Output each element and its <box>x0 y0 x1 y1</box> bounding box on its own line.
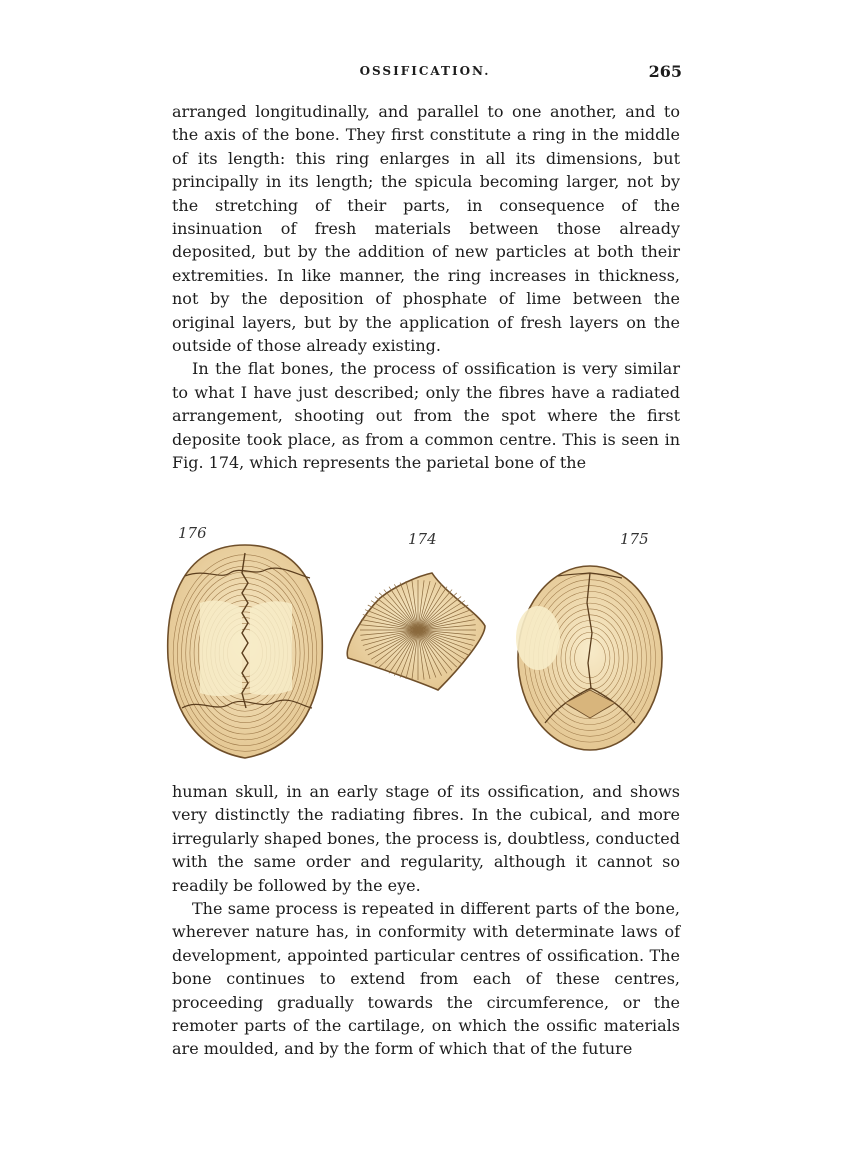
parietal-bone-fig-174 <box>347 573 485 690</box>
figure-label-175: 175 <box>620 530 649 548</box>
paragraph: arranged longitudinally, and parallel to one another, and to the axis of the bone. They first constitute a ring in the middle of its length: this ring enlarges in all its dimensions, but principally in its length; the spicula becoming larger, not by the stretching of their parts, in consequence of the insinuation of fresh materials between those already deposited, but by the addition of new particles at both their extremities. In like manner, the ring increases in thickness, not by the deposition of phosphate of lime between the original layers, but by the application of fresh layers on the outside of those already existing. <box>172 102 680 356</box>
page-number: 265 <box>648 62 682 81</box>
skull-top-view-fig-176 <box>168 545 323 758</box>
paragraph: The same process is repeated in different parts of the bone, wherever nature has, in conformity with determinate laws of development, appointed particular centres of ossification. The bone continues to extend from each of these centres, proceeding gradually towards the circumference, or the remoter parts of the cartilage, on which the ossific materials are moulded, and by the form of which that of the future <box>172 899 680 1059</box>
figure-label-174: 174 <box>408 530 437 548</box>
text-block-top <box>172 100 680 475</box>
running-header: OSSIFICATION. <box>359 64 491 78</box>
text-block-bottom <box>172 780 680 1061</box>
paragraph: human skull, in an early stage of its ossification, and shows very distinctly the radiating fibres. In the cubical, and more irregularly shaped bones, the process is, doubtless, conducted with the same order and regularity, although it cannot so readily be followed by the eye. <box>172 782 680 895</box>
figure-label-176: 176 <box>178 524 207 542</box>
figure-plate <box>160 518 690 783</box>
paragraph: In the flat bones, the process of ossification is very similar to what I have just described; only the fibres have a radiated arrangement, shooting out from the spot where the first deposite took place, as from a common centre. This is seen in Fig. 174, which represents the parietal bone of the <box>172 359 680 473</box>
skull-top-view-fig-175 <box>516 566 662 750</box>
bone-illustrations <box>160 518 690 783</box>
